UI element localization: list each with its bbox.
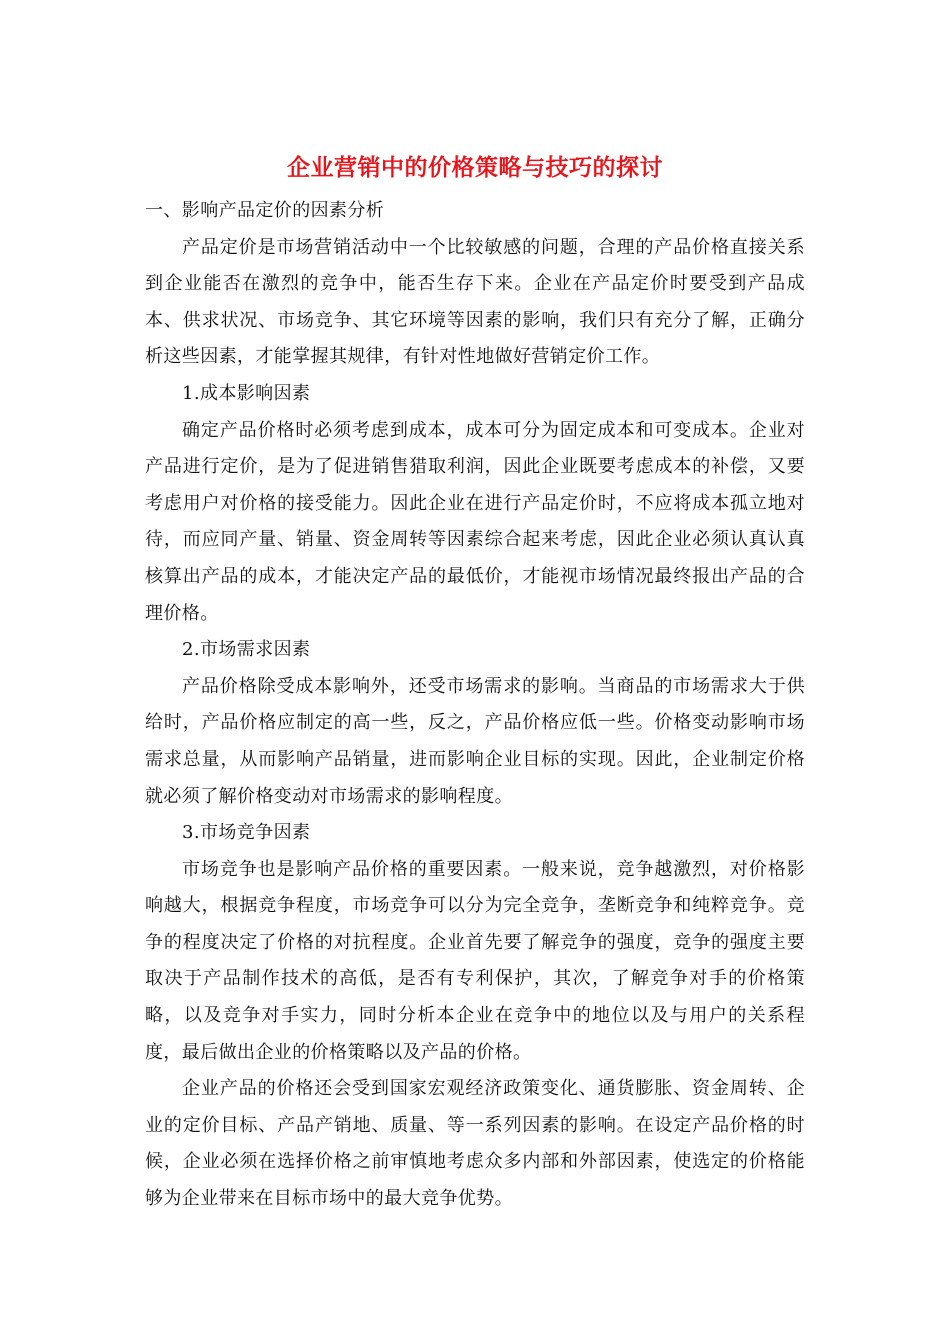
paragraph-cost: 确定产品价格时必须考虑到成本，成本可分为固定成本和可变成本。企业对产品进行定价，是为了促进销售猎取利润，因此企业既要考虑成本的补偿，又要考虑用户对价格的接受能力。因此企业在进行产品定价时，不应将成本孤立地对待，而应同产量、销量、资金周转等因素综合起来考虑，因此企业必须认真认真核算出产品的成本，才能决定产品的最低价，才能视市场情况最终报出产品的合理价格。 <box>145 419 805 624</box>
document-body <box>145 193 805 1218</box>
document-title: 企业营销中的价格策略与技巧的探讨 <box>287 154 663 181</box>
subheading-competition: 3.市场竞争因素 <box>182 822 311 844</box>
closing-paragraph: 企业产品的价格还会受到国家宏观经济政策变化、通货膨胀、资金周转、企业的定价目标、产品产销地、质量、等一系列因素的影响。在设定产品价格的时候，企业必须在选择价格之前审慎地考虑众多内部和外部因素，使选定的价格能够为企业带来在目标市场中的最大竞争优势。 <box>145 1078 805 1210</box>
paragraph-demand: 产品价格除受成本影响外，还受市场需求的影响。当商品的市场需求大于供给时，产品价格应制定的高一些，反之，产品价格应低一些。价格变动影响市场需求总量，从而影响产品销量，进而影响企业目标的实现。因此，企业制定价格就必须了解价格变动对市场需求的影响程度。 <box>145 675 805 807</box>
paragraph-competition: 市场竞争也是影响产品价格的重要因素。一般来说，竞争越激烈，对价格影响越大，根据竞争程度，市场竞争可以分为完全竞争，垄断竞争和纯粹竞争。竞争的程度决定了价格的对抗程度。企业首先要了解竞争的强度，竞争的强度主要取决于产品制作技术的高低，是否有专利保护，其次，了解竞争对手的价格策略，以及竞争对手实力，同时分析本企业在竞争中的地位以及与用户的关系程度，最后做出企业的价格策略以及产品的价格。 <box>145 858 805 1063</box>
subheading-demand: 2.市场需求因素 <box>182 639 311 661</box>
section-heading-factors: 一、影响产品定价的因素分析 <box>145 200 385 221</box>
intro-paragraph: 产品定价是市场营销活动中一个比较敏感的问题，合理的产品价格直接关系到企业能否在激烈的竞争中，能否生存下来。企业在产品定价时要受到产品成本、供求状况、市场竞争、其它环境等因素的影响，我们只有充分了解，正确分析这些因素，才能掌握其规律，有针对性地做好营销定价工作。 <box>145 236 805 368</box>
subheading-cost: 1.成本影响因素 <box>182 382 311 404</box>
